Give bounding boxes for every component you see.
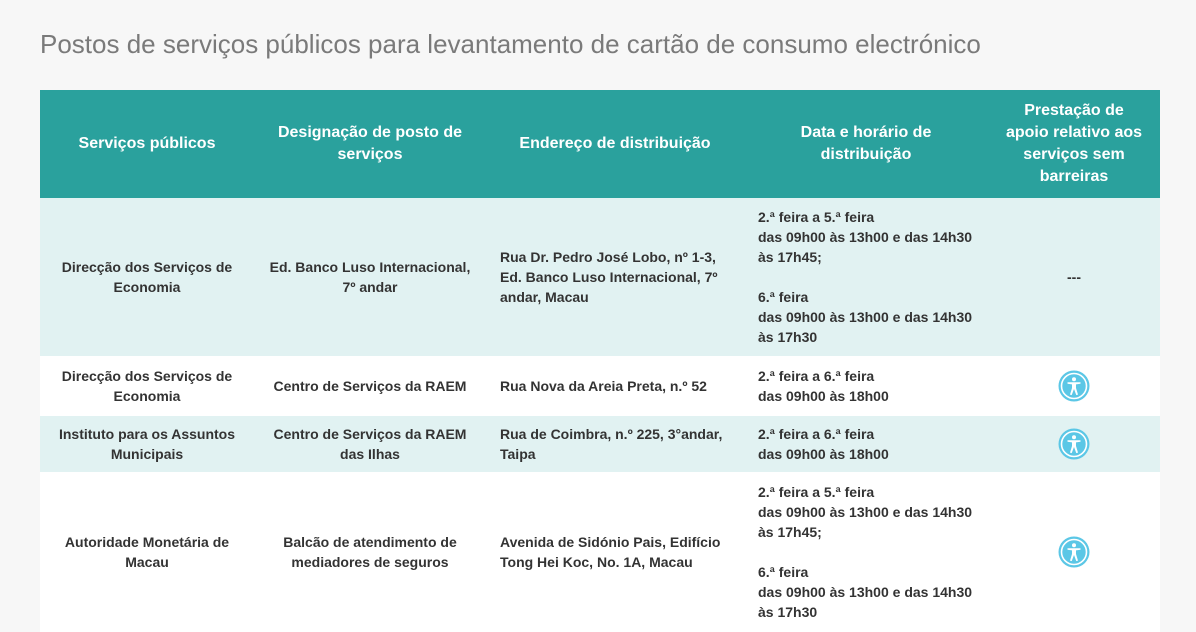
page-title: Postos de serviços públicos para levantamento de cartão de consumo electrónico <box>40 29 981 59</box>
table-row <box>40 198 1160 356</box>
schedule-line: das 09h00 às 18h00 <box>758 446 889 462</box>
header-distribution-schedule: Data e horário de distribuição <box>800 124 932 163</box>
table-body <box>40 198 1160 632</box>
cell-post: Balcão de atendimento de mediadores de seguros <box>283 534 457 570</box>
schedule-line: das 09h00 às 13h00 e das 14h30 às 17h30 <box>758 584 973 620</box>
header-accessibility-support: Prestação de apoio relativo aos serviços sem barreiras <box>1005 102 1143 185</box>
table-header <box>40 90 1160 198</box>
support-none-text: --- <box>1067 269 1081 285</box>
cell-address: Rua Dr. Pedro José Lobo, nº 1-3, Ed. Banco Luso Internacional, 7º andar, Macau <box>500 249 718 305</box>
schedule-line: das 09h00 às 13h00 e das 14h30 às 17h45; <box>758 504 973 540</box>
header-row <box>40 90 1160 198</box>
table-row <box>40 416 1160 472</box>
cell-address: Rua de Coimbra, n.º 225, 3°andar, Taipa <box>500 426 723 462</box>
cell-service: Direcção dos Serviços de Economia <box>61 368 233 404</box>
cell-service: Direcção dos Serviços de Economia <box>61 259 233 295</box>
header-distribution-address: Endereço de distribuição <box>519 135 711 152</box>
cell-service: Autoridade Monetária de Macau <box>64 534 230 570</box>
table-row <box>40 356 1160 416</box>
cell-schedule <box>744 198 988 356</box>
schedule-gap <box>758 267 978 287</box>
header-public-services: Serviços públicos <box>78 135 216 152</box>
schedule-line: 6.ª feira <box>758 289 809 305</box>
schedule-line: 2.ª feira a 6.ª feira <box>758 426 875 442</box>
schedule-line: 2.ª feira a 5.ª feira <box>758 484 875 500</box>
cell-post: Centro de Serviços da RAEM <box>273 378 467 394</box>
accessibility-link[interactable] <box>1002 370 1146 402</box>
header-service-post: Designação de posto de serviços <box>277 124 463 163</box>
schedule-line: 2.ª feira a 5.ª feira <box>758 209 875 225</box>
schedule-gap <box>758 542 978 562</box>
cell-post: Ed. Banco Luso Internacional, 7º andar <box>269 259 471 295</box>
cell-post: Centro de Serviços da RAEM das Ilhas <box>273 426 467 462</box>
cell-schedule <box>744 356 988 416</box>
schedule-line: das 09h00 às 13h00 e das 14h30 às 17h45; <box>758 229 973 265</box>
accessibility-link[interactable] <box>1002 428 1146 460</box>
cell-service: Instituto para os Assuntos Municipais <box>58 426 236 462</box>
accessibility-link[interactable] <box>1002 536 1146 568</box>
schedule-line: das 09h00 às 18h00 <box>758 388 889 404</box>
table-row <box>40 472 1160 632</box>
schedule-line: 6.ª feira <box>758 564 809 580</box>
cell-support <box>988 472 1160 632</box>
cell-schedule <box>744 472 988 632</box>
cell-support <box>988 198 1160 356</box>
schedule-line: 2.ª feira a 6.ª feira <box>758 368 875 384</box>
schedule-line: das 09h00 às 13h00 e das 14h30 às 17h30 <box>758 309 973 345</box>
accessibility-icon[interactable] <box>1058 428 1090 460</box>
cell-support <box>988 416 1160 472</box>
cell-support <box>988 356 1160 416</box>
accessibility-icon[interactable] <box>1058 536 1090 568</box>
cell-schedule <box>744 416 988 472</box>
cell-address: Rua Nova da Areia Preta, n.º 52 <box>500 378 707 394</box>
cell-address: Avenida de Sidónio Pais, Edifício Tong Hei Koc, No. 1A, Macau <box>500 534 721 570</box>
services-table <box>40 90 1160 632</box>
accessibility-icon[interactable] <box>1058 370 1090 402</box>
